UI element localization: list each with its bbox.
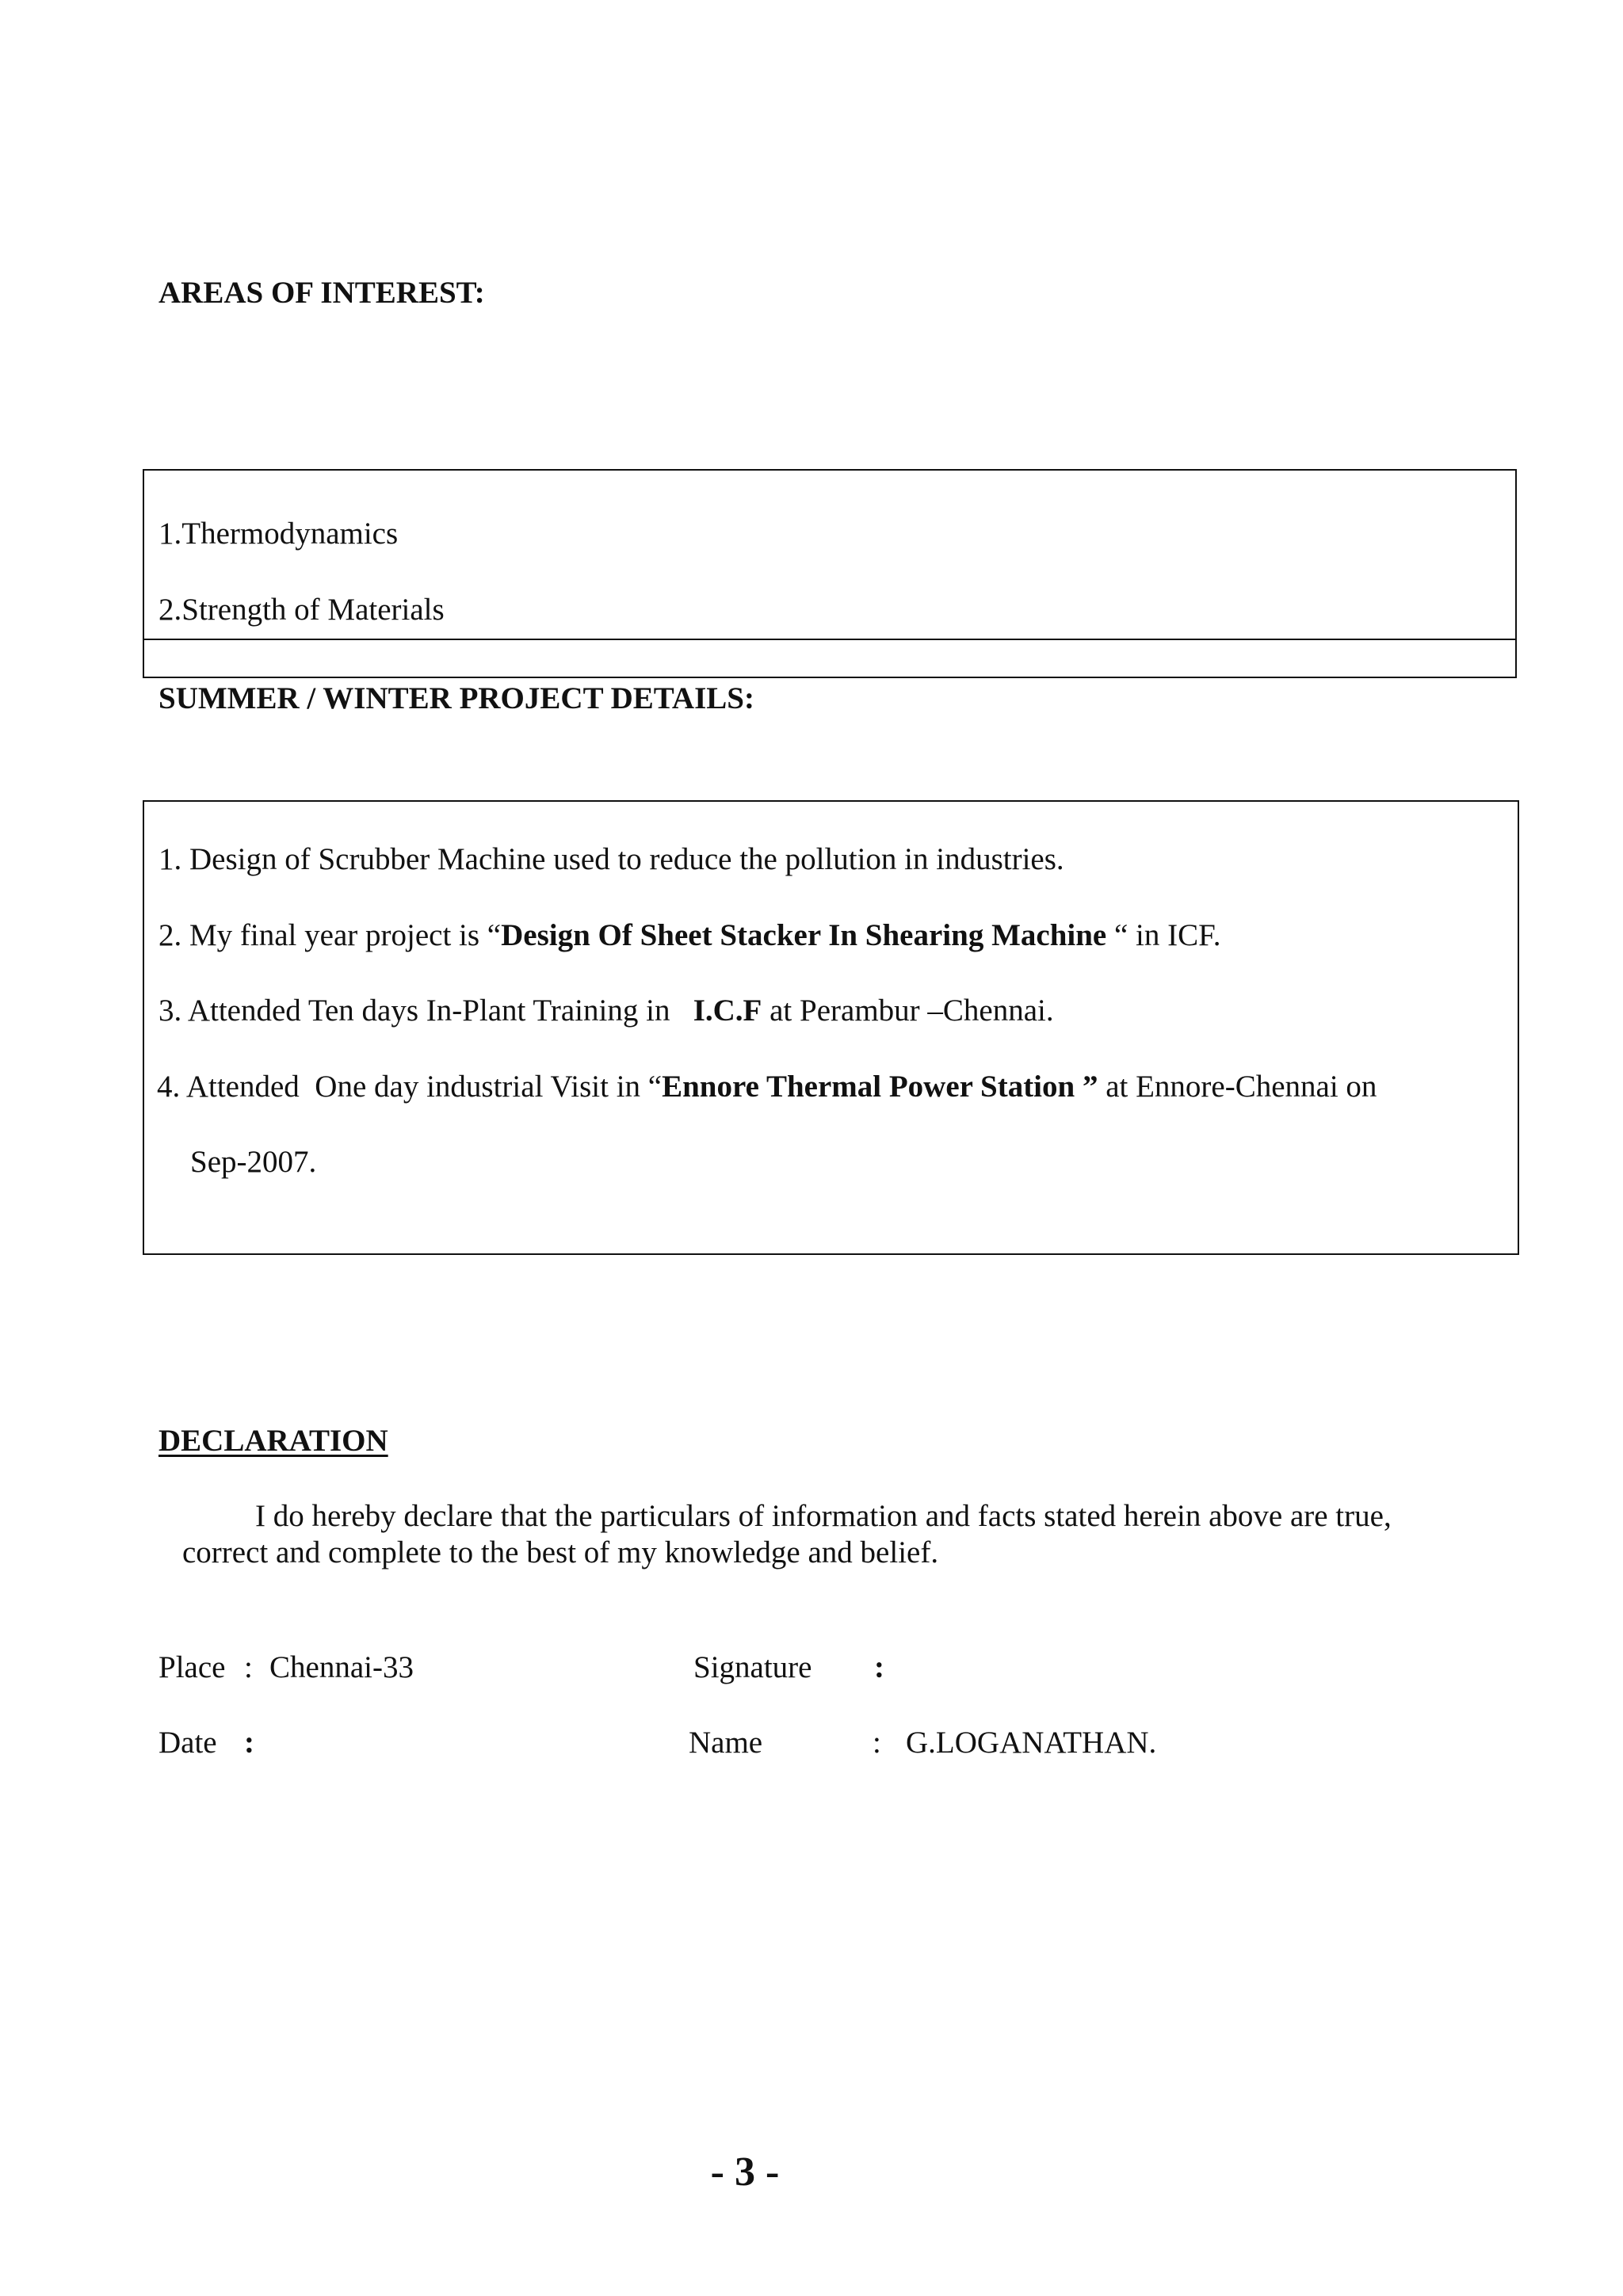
date-label: Date [158, 1726, 217, 1760]
place-colon: : [244, 1650, 253, 1684]
declaration-heading: DECLARATION [158, 1424, 388, 1458]
place-value: Chennai-33 [269, 1650, 414, 1684]
signature-label: Signature [693, 1650, 812, 1684]
interest-item-2: 2.Strength of Materials [158, 593, 445, 627]
project-item-3-org: I.C.F [693, 994, 762, 1028]
project-item-4-prefix: 4. Attended One day industrial Visit in “ [157, 1070, 663, 1104]
project-item-2 [158, 918, 1220, 954]
areas-of-interest-heading: AREAS OF INTEREST: [158, 276, 485, 310]
project-item-3 [158, 994, 1054, 1029]
project-item-2-prefix: 2. My final year project is “ [158, 918, 502, 952]
areas-of-interest-box [143, 469, 1517, 678]
place-label: Place [158, 1650, 226, 1684]
page-number: - 3 - [710, 2149, 780, 2195]
date-colon: : [244, 1726, 254, 1760]
interest-item-1: 1.Thermodynamics [158, 517, 399, 551]
project-item-3-prefix: 3. Attended Ten days In-Plant Training in [158, 994, 678, 1028]
name-value: G.LOGANATHAN. [906, 1726, 1157, 1760]
project-item-3-suffix: at Perambur –Chennai. [762, 994, 1054, 1028]
project-item-4-continuation: Sep-2007. [190, 1145, 317, 1179]
declaration-line-1: I do hereby declare that the particulars of information and facts stated herein above are true, [255, 1499, 1392, 1533]
declaration-line-2: correct and complete to the best of my knowledge and belief. [182, 1535, 939, 1569]
project-details-heading: SUMMER / WINTER PROJECT DETAILS: [158, 681, 754, 715]
project-item-4-place: Ennore Thermal Power Station ” [662, 1070, 1098, 1104]
project-item-2-suffix: “ in ICF. [1106, 918, 1221, 952]
project-item-2-title: Design Of Sheet Stacker In Shearing Machine [501, 918, 1107, 952]
areas-box-divider [143, 639, 1517, 640]
name-label: Name [689, 1726, 763, 1760]
project-item-4-suffix: at Ennore-Chennai on [1098, 1070, 1377, 1104]
project-item-1: 1. Design of Scrubber Machine used to reduce the pollution in industries. [158, 842, 1064, 876]
name-colon: : [873, 1726, 881, 1760]
signature-colon: : [874, 1650, 884, 1684]
project-item-4 [157, 1070, 1377, 1105]
